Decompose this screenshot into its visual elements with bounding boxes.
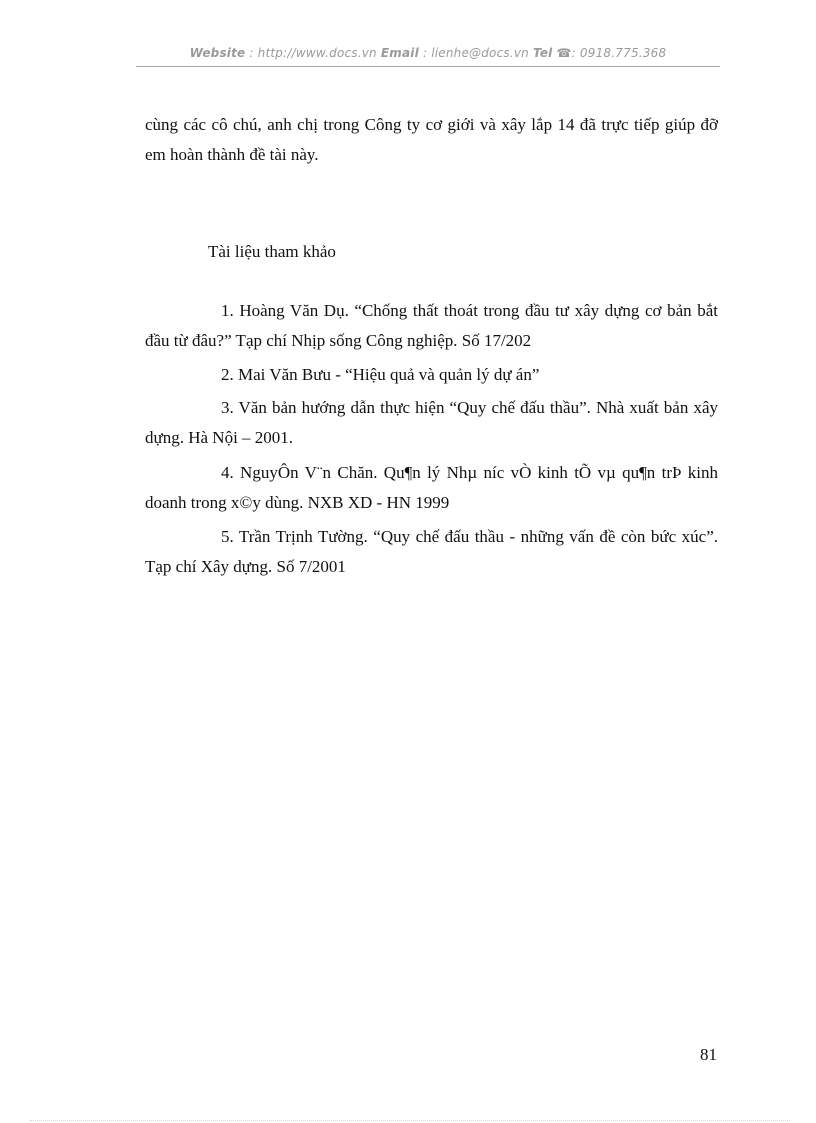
email-label: Email (380, 46, 419, 60)
reference-item-3: 3. Văn bản hướng dẫn thực hiện “Quy chế đấu thầu”. Nhà xuất bản xây dựng. Hà Nội – 2001. (145, 398, 718, 447)
page-number: 81 (700, 1045, 717, 1064)
header-divider (136, 66, 720, 67)
tel-value: : 0918.775.368 (571, 46, 667, 60)
reference-item-1: 1. Hoàng Văn Dụ. “Chống thất thoát trong đầu tư xây dựng cơ bản bắt đầu từ đâu?” Tạp chí Nhịp sống Công nghiệp. Số 17/202 (145, 301, 718, 350)
tel-label: Tel (533, 46, 553, 60)
reference-item-4: 4. NguyÔn V¨n Chăn. Qu¶n lý Nhµ níc vÒ kinh tÕ vµ qu¶n trÞ kinh doanh trong x©y dùng. NXB XD - HN 1999 (145, 463, 718, 512)
references-heading: Tài liệu tham khảo (208, 242, 336, 261)
website-value: : http://www.docs.vn (249, 46, 377, 60)
intro-paragraph: cùng các cô chú, anh chị trong Công ty cơ giới và xây lắp 14 đã trực tiếp giúp đỡ em hoàn thành đề tài này. (145, 115, 718, 164)
footer-divider (30, 1120, 790, 1121)
email-value: : lienhe@docs.vn (422, 46, 529, 60)
page-header (136, 46, 720, 60)
phone-icon: ☎ (556, 46, 572, 60)
reference-item-5: 5. Trần Trịnh Tường. “Quy chế đấu thầu - những vấn đề còn bức xúc”. Tạp chí Xây dựng. Số 7/2001 (145, 527, 718, 576)
reference-item-2: 2. Mai Văn Bưu - “Hiệu quả và quản lý dự án” (221, 365, 540, 384)
website-label: Website (189, 46, 246, 60)
